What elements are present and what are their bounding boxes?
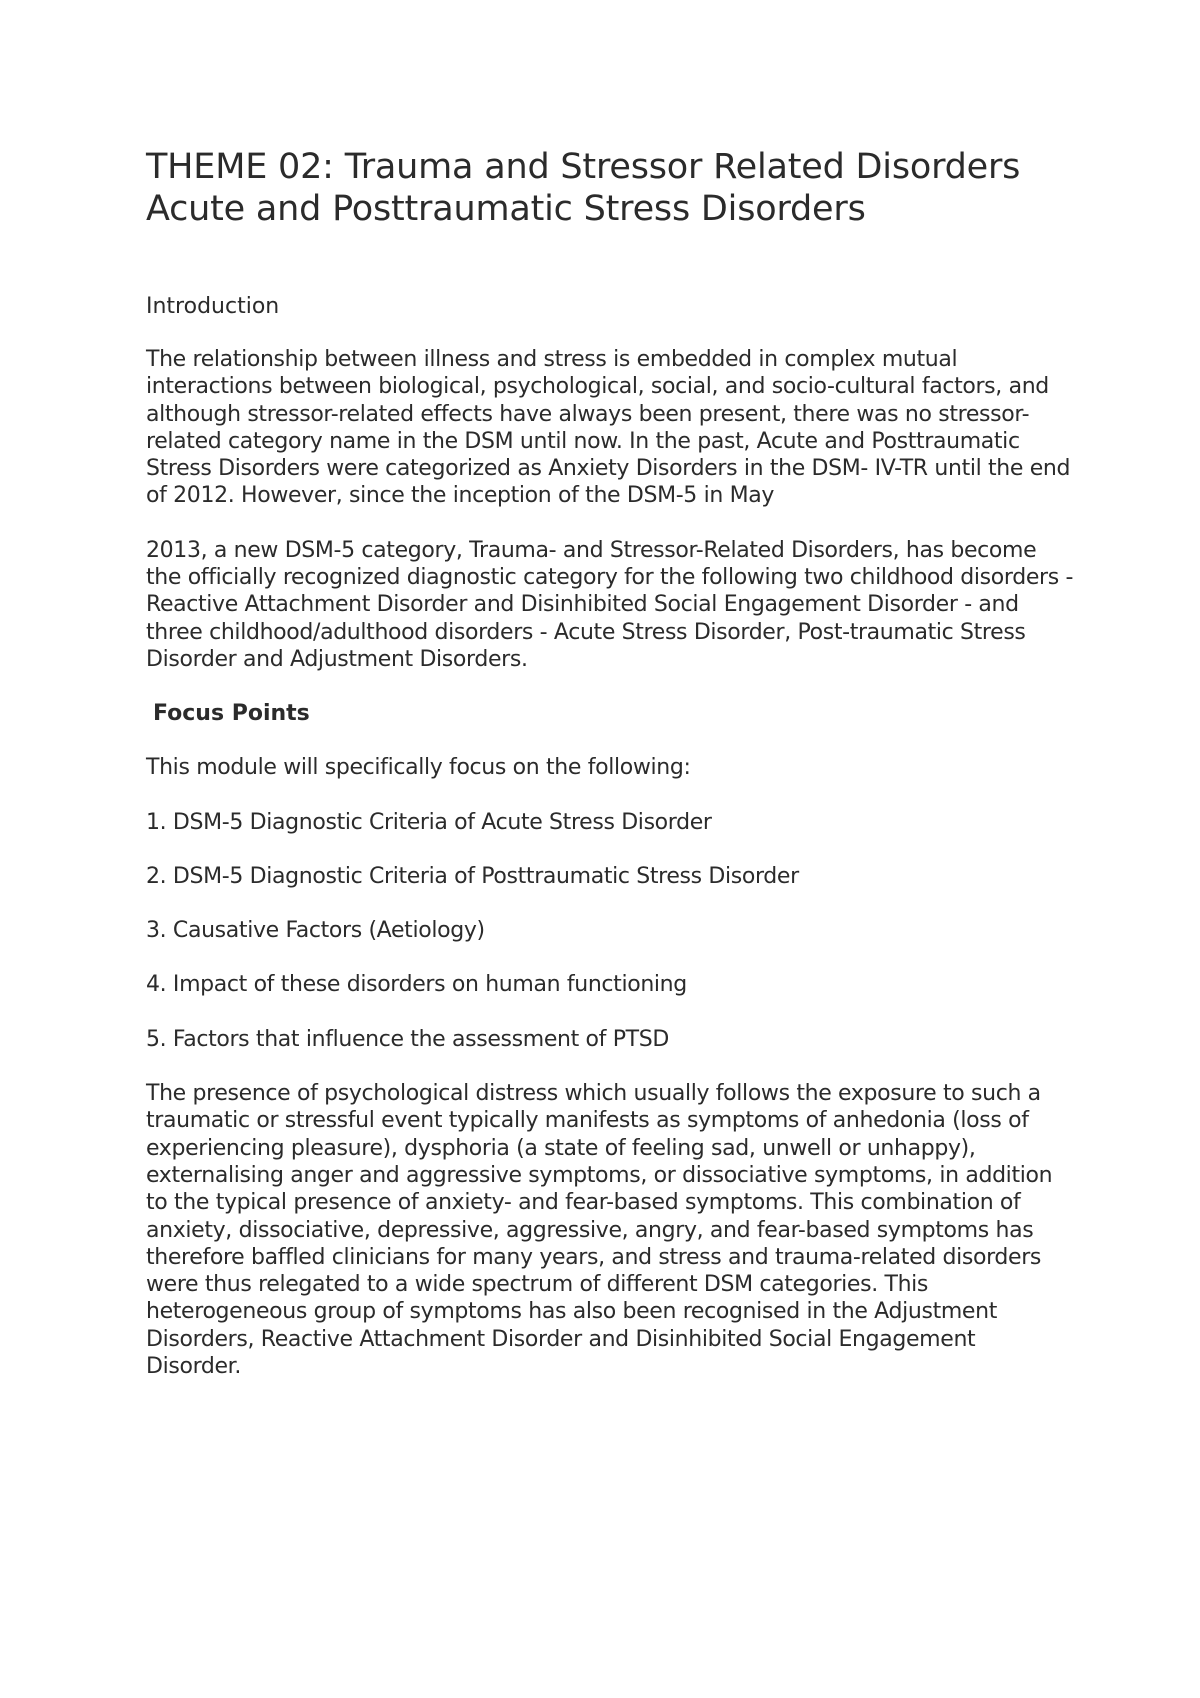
document-title: THEME 02: Trauma and Stressor Related Disorders Acute and Posttraumatic Stress Disorders bbox=[146, 147, 1021, 229]
introduction-label: Introduction bbox=[146, 294, 280, 319]
focus-points-heading: Focus Points bbox=[153, 701, 310, 727]
focus-list bbox=[146, 809, 1076, 1053]
focus-item: 2. DSM-5 Diagnostic Criteria of Posttraumatic Stress Disorder bbox=[146, 863, 799, 889]
focus-item: 3. Causative Factors (Aetiology) bbox=[146, 918, 485, 944]
intro-paragraph-1: The relationship between illness and stress is embedded in complex mutual interactions between biological, psychological, social, and socio-cultural factors, and although stressor-related effects have always been present, there was no stressor-related category name in the DSM until now. In the past, Acute and Posttraumatic Stress Disorders were categorized as Anxiety Disorders in the DSM- IV-TR until the end of 2012. However, since the inception of the DSM-5 in May bbox=[146, 347, 1071, 509]
intro-paragraph-2: 2013, a new DSM-5 category, Trauma- and Stressor-Related Disorders, has become the officially recognized diagnostic category for the following two childhood disorders - Reactive Attachment Disorder and Disinhibited Social Engagement Disorder - and three childhood/adulthood disorders - Acute Stress Disorder, Post-traumatic Stress Disorder and Adjustment Disorders. bbox=[146, 537, 1074, 672]
closing-paragraph: The presence of psychological distress which usually follows the exposure to such a traumatic or stressful event typically manifests as symptoms of anhedonia (loss of experiencing pleasure), dysphoria (a state of feeling sad, unwell or unhappy), externalising anger and aggressive symptoms, or dissociative symptoms, in addition to the typical presence of anxiety- and fear-based symptoms. This combination of anxiety, dissociative, depressive, aggressive, angry, and fear-based symptoms has therefore baffled clinicians for many years, and stress and trauma-related disorders were thus relegated to a wide spectrum of different DSM categories. This heterogeneous group of symptoms has also been recognised in the Adjustment Disorders, Reactive Attachment Disorder and Disinhibited Social Engagement Disorder. bbox=[146, 1081, 1053, 1380]
focus-intro: This module will specifically focus on the following: bbox=[146, 755, 691, 781]
focus-item: 4. Impact of these disorders on human functioning bbox=[146, 972, 687, 998]
document-page bbox=[146, 146, 1076, 1380]
focus-item: 1. DSM-5 Diagnostic Criteria of Acute Stress Disorder bbox=[146, 809, 712, 835]
focus-item: 5. Factors that influence the assessment of PTSD bbox=[146, 1026, 669, 1052]
